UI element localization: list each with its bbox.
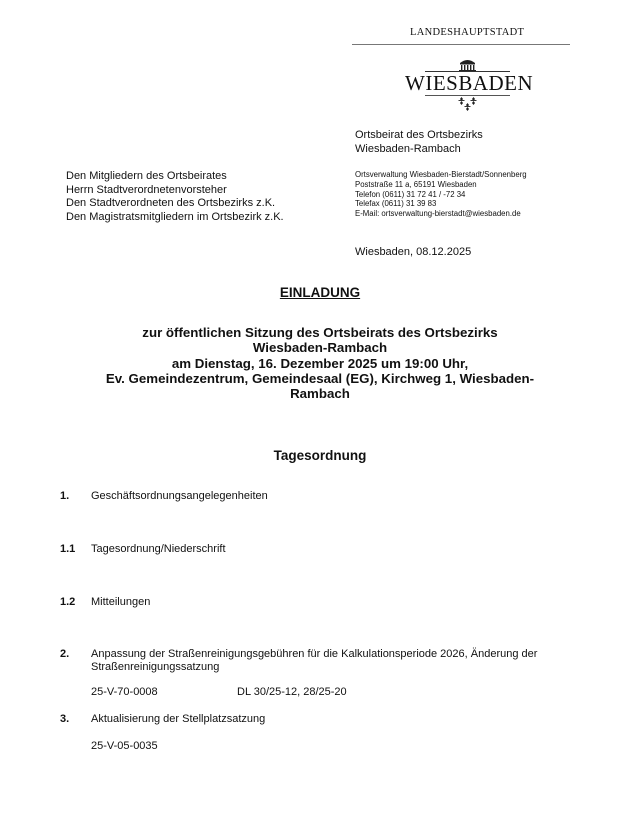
letterhead-divider	[352, 44, 570, 45]
wiesbaden-logo	[405, 58, 534, 114]
agenda-item-text: Tagesordnung/Niederschrift	[91, 543, 226, 555]
agenda-item-number: 1.1	[60, 543, 76, 555]
agenda-item-number: 3.	[60, 713, 70, 725]
sender-organization	[355, 128, 483, 156]
intro-line: Rambach	[290, 386, 350, 402]
agenda-item-number: 2.	[60, 648, 70, 660]
lilies-icon	[405, 97, 530, 115]
agenda-item	[60, 543, 571, 556]
recipient-line: Den Stadtverordneten des Ortsbezirks z.K.	[66, 197, 276, 209]
agenda-item-text: Anpassung der Straßenreinigungsgebühren für die Kalkulationsperiode 2026, Änderung der Straßenreinigungssatzung	[91, 648, 538, 673]
agenda-item	[60, 490, 571, 503]
document-date: Wiesbaden, 08.12.2025	[355, 246, 472, 258]
document-title: EINLADUNG	[279, 285, 361, 300]
intro-line: Ev. Gemeindezentrum, Gemeindesaal (EG), Kirchweg 1, Wiesbaden-	[105, 370, 535, 386]
agenda-item-document-reference: DL 30/25-12, 28/25-20	[237, 686, 347, 698]
agenda-item-number: 1.	[60, 490, 70, 502]
agenda-item-text: Mitteilungen	[91, 596, 151, 608]
contact-phone: Telefon (0611) 31 72 41 / -72 34	[355, 189, 466, 199]
meeting-intro	[90, 325, 550, 401]
contact-address: Poststraße 11 a, 65191 Wiesbaden	[355, 179, 477, 189]
kurhaus-icon	[405, 58, 530, 72]
agenda-item-reference: 25-V-05-0035	[91, 740, 158, 752]
contact-email: E-Mail: ortsverwaltung-bierstadt@wiesbaden.de	[355, 209, 521, 219]
intro-line: am Dienstag, 16. Dezember 2025 um 19:00 Uhr,	[171, 355, 469, 371]
org-district: Wiesbaden-Rambach	[355, 143, 461, 155]
recipient-line: Den Magistratsmitgliedern im Ortsbezirk z.K.	[66, 210, 284, 223]
agenda-item-text: Geschäftsordnungsangelegenheiten	[91, 490, 268, 502]
contact-office: Ortsverwaltung Wiesbaden-Bierstadt/Sonnenberg	[355, 170, 527, 179]
agenda-item-reference: 25-V-70-0008	[91, 686, 158, 698]
agenda-item-text: Aktualisierung der Stellplatzsatzung	[91, 713, 266, 725]
agenda-item	[60, 713, 571, 726]
contact-fax: Telefax (0611) 31 39 83	[355, 199, 437, 209]
recipient-line: Den Mitgliedern des Ortsbeirates	[66, 170, 227, 182]
logo-rule-bottom	[425, 95, 510, 96]
city-label: LANDESHAUPTSTADT	[410, 27, 525, 38]
org-name: Ortsbeirat des Ortsbezirks	[355, 129, 483, 141]
agenda-item-number: 1.2	[60, 596, 76, 608]
agenda-item	[60, 648, 571, 674]
logo-wordmark: WIESBADEN	[405, 71, 534, 95]
agenda-heading: Tagesordnung	[273, 448, 367, 463]
intro-line: Wiesbaden-Rambach	[252, 340, 388, 356]
intro-line: zur öffentlichen Sitzung des Ortsbeirats des Ortsbezirks	[142, 325, 498, 340]
recipient-line: Herrn Stadtverordnetenvorsteher	[66, 183, 227, 196]
sender-contact-block	[355, 170, 527, 219]
agenda-item	[60, 596, 571, 609]
recipients-block	[66, 170, 284, 224]
